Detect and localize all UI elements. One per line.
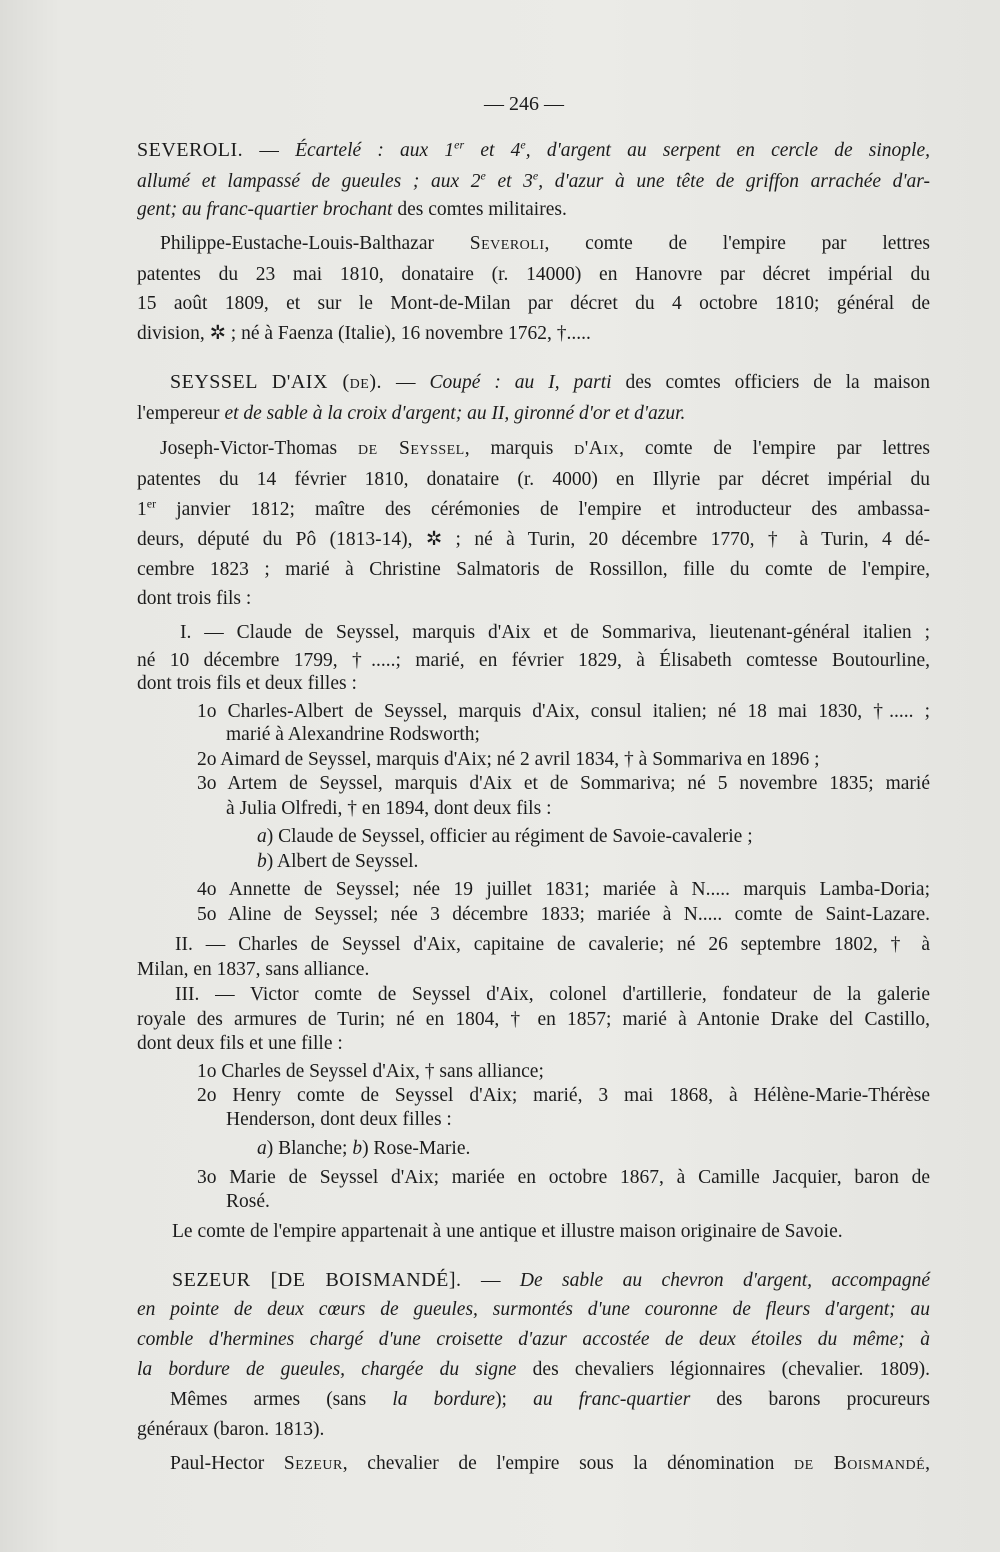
- text-line: [160, 232, 930, 256]
- text-span: ,: [925, 1453, 931, 1474]
- text-span: dont deux fils et une fille :: [137, 1033, 343, 1054]
- text-line: [137, 468, 930, 492]
- text-span: e: [532, 168, 539, 183]
- text-line: [137, 1418, 324, 1442]
- text-span: deurs, député du Pô (1813-14), ✲ ; né à Turin, 20 décembre 1770, † à Turin, 4 dé-: [137, 529, 930, 550]
- text-span: 5o Aline de Seyssel; née 3 décembre 1833; mariée à N..... comte de Saint-Lazare.: [197, 904, 930, 925]
- text-span: er: [454, 137, 465, 152]
- text-line: [137, 170, 930, 194]
- text-line: [257, 825, 753, 849]
- text-span: 15 août 1809, et sur le Mont-de-Milan par décret du 4 octobre 1810; général de: [137, 293, 930, 314]
- text-span: en pointe de deux cœurs de gueules, surmontés d'une couronne de fleurs d'argent; au: [137, 1299, 930, 1320]
- text-span: , d'argent au serpent en cercle de sinople,: [525, 140, 931, 161]
- text-line: [226, 1108, 452, 1132]
- text-span: né 10 décembre 1799, †.....; marié, en février 1829, à Élisabeth comtesse Boutourline,: [137, 650, 930, 671]
- text-span: des barons procureurs: [690, 1389, 930, 1410]
- text-line: [226, 723, 480, 747]
- text-line: [226, 797, 551, 821]
- text-span: e: [480, 168, 486, 183]
- text-span: janvier 1812; maître des cérémonies de l'empire et introducteur des ambassa-: [156, 499, 930, 520]
- text-line: [137, 498, 930, 522]
- text-line: [137, 649, 930, 673]
- text-span: Sezeur: [283, 1453, 343, 1474]
- text-line: [197, 700, 930, 724]
- text-line: [197, 1084, 930, 1108]
- text-span: des chevaliers légionnaires (chevalier. 1809).: [516, 1359, 930, 1380]
- text-line: [175, 983, 930, 1007]
- text-span: et 4: [464, 140, 521, 161]
- text-span: e: [520, 137, 526, 152]
- text-span: Milan, en 1837, sans alliance.: [137, 959, 370, 980]
- text-span: Le comte de l'empire appartenait à une antique et illustre maison originaire de Savoie.: [172, 1221, 843, 1242]
- text-span: gent; au franc-quartier brochant: [137, 199, 393, 220]
- text-span: 3o Marie de Seyssel d'Aix; mariée en octobre 1867, à Camille Jacquier, baron de: [197, 1167, 930, 1188]
- text-line: [226, 1190, 270, 1214]
- text-span: et 3: [485, 171, 533, 192]
- text-span: I. — Claude de Seyssel, marquis d'Aix et de Sommariva, lieutenant-général italien ;: [180, 622, 930, 643]
- text-span: III. — Victor comte de Seyssel d'Aix, colonel d'artillerie, fondateur de la galerie: [175, 984, 930, 1005]
- text-span: la bordure: [392, 1389, 496, 1410]
- text-span: ) Rose-Marie.: [362, 1138, 471, 1159]
- text-span: —: [243, 140, 296, 161]
- text-line: [172, 1220, 843, 1244]
- text-line: [137, 1008, 930, 1032]
- text-line: [180, 621, 930, 645]
- text-span: Paul-Hector: [170, 1453, 284, 1474]
- text-line: [175, 933, 930, 957]
- text-span: );: [495, 1389, 534, 1410]
- text-span: Henderson, dont deux filles :: [226, 1109, 452, 1130]
- text-span: a: [257, 826, 267, 847]
- text-line: [197, 748, 820, 772]
- text-span: 1o Charles-Albert de Seyssel, marquis d'Aix, consul italien; né 18 mai 1830, †..... ;: [197, 701, 930, 722]
- text-span: Joseph-Victor-Thomas: [160, 438, 359, 459]
- text-line: [257, 1137, 470, 1161]
- text-span: allumé et lampassé de gueules ; aux 2: [137, 171, 481, 192]
- text-line: [137, 1032, 343, 1056]
- text-line: [137, 1298, 930, 1322]
- text-span: er: [146, 496, 157, 511]
- text-span: comble d'hermines chargé d'une croisette d'azur accostée de deux étoiles du même; à: [137, 1329, 930, 1350]
- text-span: ).: [369, 371, 383, 393]
- text-line: [197, 878, 930, 902]
- text-line: [137, 528, 930, 552]
- text-span: , comte de l'empire par lettres: [619, 438, 930, 459]
- text-line: [137, 402, 685, 426]
- text-span: l'empereur: [137, 403, 225, 424]
- text-line: [137, 558, 930, 582]
- text-span: 1o Charles de Seyssel d'Aix, † sans alliance;: [197, 1061, 544, 1082]
- text-span: Écartelé : aux 1: [295, 140, 455, 161]
- text-line: [137, 958, 369, 982]
- text-span: —: [382, 372, 430, 393]
- text-span: 2o Aimard de Seyssel, marquis d'Aix; né 2 avril 1834, † à Sommariva en 1896 ;: [197, 749, 820, 770]
- text-line: [170, 1388, 930, 1412]
- text-span: de: [349, 372, 370, 393]
- text-span: marié à Alexandrine Rodsworth;: [226, 724, 480, 745]
- text-span: et de sable à la croix d'argent; au II, gironné d'or et d'azur.: [224, 403, 686, 424]
- text-span: a: [257, 1138, 267, 1159]
- page-number: — 246 —: [484, 93, 564, 115]
- text-span: la bordure de gueules, chargée du signe: [137, 1359, 517, 1380]
- text-line: [137, 263, 930, 287]
- text-span: SEVEROLI.: [137, 139, 244, 161]
- text-span: ) Albert de Seyssel.: [266, 851, 419, 872]
- text-span: SEYSSEL D'AIX (: [170, 371, 350, 393]
- text-span: dont trois fils et deux filles :: [137, 673, 357, 694]
- text-line: [172, 1268, 930, 1293]
- text-span: généraux (baron. 1813).: [137, 1419, 325, 1440]
- text-line: [160, 437, 930, 461]
- text-span: dont trois fils :: [137, 588, 252, 609]
- text-span: ) Claude de Seyssel, officier au régiment de Savoie-cavalerie ;: [266, 826, 753, 847]
- text-line: [137, 322, 591, 346]
- text-line: [257, 850, 418, 874]
- text-line: [197, 1060, 544, 1084]
- text-span: des comtes militaires.: [392, 199, 567, 220]
- text-span: De sable au chevron d'argent, accompagné: [519, 1270, 930, 1291]
- text-span: Severoli: [469, 233, 545, 254]
- text-span: II. — Charles de Seyssel d'Aix, capitaine de cavalerie; né 26 septembre 1802, † à: [175, 934, 930, 955]
- text-span: patentes du 14 février 1810, donataire (r. 4000) en Illyrie par décret impérial du: [137, 469, 930, 490]
- text-line: [170, 1452, 930, 1476]
- text-span: b: [257, 851, 267, 872]
- text-span: b: [352, 1138, 363, 1159]
- text-span: cembre 1823 ; marié à Christine Salmatoris de Rossillon, fille du comte de l'empire,: [137, 559, 930, 580]
- text-span: ) Blanche;: [266, 1138, 353, 1159]
- text-span: Coupé : au I, parti: [429, 372, 612, 393]
- text-line: [137, 1328, 930, 1352]
- text-span: , marquis: [464, 438, 575, 459]
- text-span: au franc-quartier: [533, 1389, 691, 1410]
- text-line: [170, 370, 930, 395]
- text-span: , comte de l'empire par lettres: [544, 233, 930, 254]
- text-span: Mêmes armes (sans: [170, 1389, 393, 1410]
- text-span: —: [461, 1270, 520, 1291]
- text-span: 4o Annette de Seyssel; née 19 juillet 1831; mariée à N..... marquis Lamba-Doria;: [197, 879, 930, 900]
- text-line: [197, 903, 930, 927]
- text-span: 1: [137, 499, 147, 520]
- text-line: [137, 292, 930, 316]
- text-line: [197, 1166, 930, 1190]
- text-line: [137, 587, 251, 611]
- text-span: d'Aix: [574, 438, 620, 459]
- text-span: de Seyssel: [358, 438, 465, 459]
- text-span: Philippe-Eustache-Louis-Balthazar: [160, 233, 470, 254]
- text-span: royale des armures de Turin; né en 1804, † en 1857; marié à Antonie Drake del Castillo,: [137, 1009, 930, 1030]
- text-span: Rosé.: [226, 1191, 270, 1212]
- text-line: [137, 1358, 930, 1382]
- text-line: [137, 672, 357, 696]
- text-span: 2o Henry comte de Seyssel d'Aix; marié, 3 mai 1868, à Hélène-Marie-Thérèse: [197, 1085, 930, 1106]
- text-span: SEZEUR [DE BOISMANDÉ].: [172, 1269, 462, 1291]
- text-span: , chevalier de l'empire sous la dénomination: [342, 1453, 794, 1474]
- text-span: de Boismandé: [793, 1453, 926, 1474]
- text-line: [197, 772, 930, 796]
- text-span: , d'azur à une tête de griffon arrachée d'ar-: [538, 171, 930, 192]
- text-span: division, ✲ ; né à Faenza (Italie), 16 novembre 1762, †.....: [137, 323, 591, 344]
- text-span: des comtes officiers de la maison: [611, 372, 930, 393]
- text-line: [137, 138, 930, 163]
- text-span: à Julia Olfredi, † en 1894, dont deux fils :: [226, 798, 552, 819]
- text-span: patentes du 23 mai 1810, donataire (r. 14000) en Hanovre par décret impérial du: [137, 264, 930, 285]
- text-line: [137, 198, 567, 222]
- text-span: 3o Artem de Seyssel, marquis d'Aix et de Sommariva; né 5 novembre 1835; marié: [197, 773, 930, 794]
